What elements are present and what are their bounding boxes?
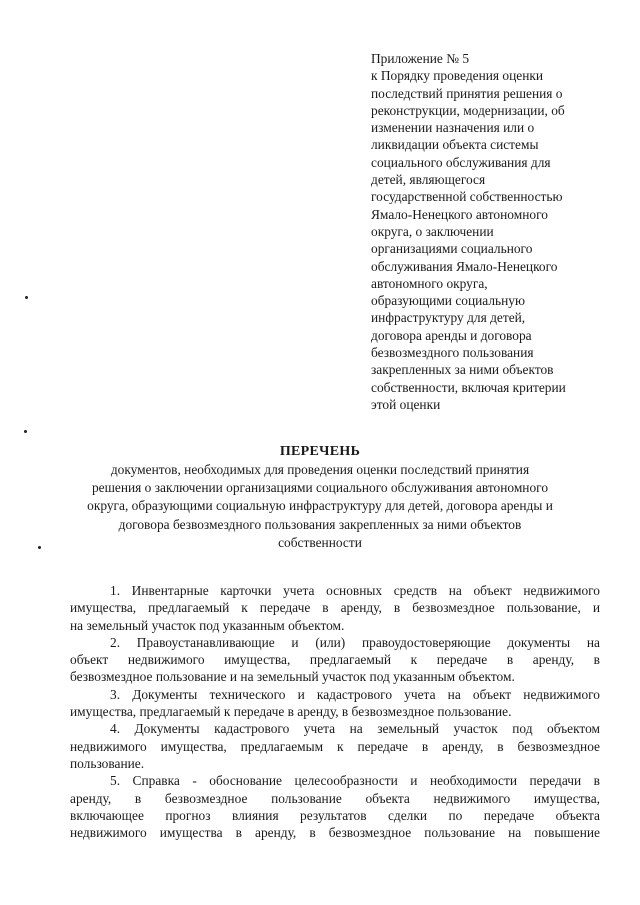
subtitle-line: округа, образующими социальную инфраструктуру для детей, договора аренды и xyxy=(87,498,553,514)
list-item-4 xyxy=(70,720,600,772)
appendix-line: организациями социального xyxy=(371,241,533,257)
appendix-line: безвозмездного пользования xyxy=(371,345,534,361)
item-line: безвозмездное пользование и на земельный участок под указанным объектом. xyxy=(70,669,515,685)
appendix-line: ликвидации объекта системы xyxy=(371,137,539,153)
appendix-line: Ямало-Ненецкого автономного xyxy=(371,206,548,222)
item-line: пользование. xyxy=(70,755,145,771)
scan-mark xyxy=(25,296,28,299)
appendix-line: реконструкции, модернизации, об xyxy=(371,102,565,118)
document-title: ПЕРЕЧЕНЬ xyxy=(279,444,361,459)
appendix-line: этой оценки xyxy=(371,396,441,412)
appendix-line: к Порядку проведения оценки xyxy=(371,68,544,84)
appendix-line: детей, являющегося xyxy=(371,172,486,188)
item-line: аренду, в безвозмездное пользование объекта недвижимого имущества, xyxy=(70,790,600,806)
item-line: включающее прогноз влияния результатов сделки по передаче объекта xyxy=(70,807,600,823)
item-line: 1. Инвентарные карточки учета основных средств на объект недвижимого xyxy=(110,583,600,598)
appendix-line: автономного округа, xyxy=(371,275,488,291)
subtitle-line: решения о заключении организациями социального обслуживания автономного xyxy=(91,480,549,496)
list-item-2 xyxy=(70,634,600,686)
appendix-line: собственности, включая критерии xyxy=(371,379,566,395)
appendix-line: изменении назначения или о xyxy=(371,120,535,136)
item-line: 2. Правоустанавливающие и (или) правоудостоверяющие документы на xyxy=(110,634,600,650)
item-line: недвижимого имущества в аренду, в безвозмездное пользование на повышение xyxy=(70,825,600,841)
appendix-header xyxy=(371,50,616,413)
appendix-line: инфраструктуру для детей, xyxy=(371,310,526,326)
appendix-line: округа, о заключении xyxy=(371,223,494,239)
list-item-1 xyxy=(70,582,600,634)
appendix-line: социального обслуживания для xyxy=(371,154,551,170)
appendix-line: Приложение № 5 xyxy=(371,51,470,66)
item-line: недвижимого имущества, предлагаемым к передаче в аренду, в безвозмездное xyxy=(70,738,600,754)
appendix-line: договора аренды и договора xyxy=(371,327,532,343)
appendix-line: государственной собственностью xyxy=(371,189,563,205)
item-line: на земельный участок под указанным объектом. xyxy=(70,617,345,633)
list-item-3 xyxy=(70,686,600,721)
document-list xyxy=(70,582,600,841)
item-line: 4. Документы кадастрового учета на земельный участок под объектом xyxy=(110,721,600,737)
item-line: объект недвижимого имущества, предлагаемый к передаче в аренду, в xyxy=(70,652,600,668)
item-line: имущества, предлагаемый к передаче в аренду, в безвозмездное пользование, и xyxy=(70,600,600,616)
subtitle-line: договора безвозмездного пользования закрепленных за ними объектов xyxy=(118,516,522,532)
appendix-line: обслуживания Ямало-Ненецкого xyxy=(371,258,558,274)
scan-mark xyxy=(24,430,27,433)
appendix-line: закрепленных за ними объектов xyxy=(371,362,554,378)
subtitle-line: собственности xyxy=(278,534,362,550)
appendix-line: образующими социальную xyxy=(371,293,526,309)
item-line: имущества, предлагаемый к передаче в аренду, в безвозмездное пользование. xyxy=(70,704,512,720)
appendix-line: последствий принятия решения о xyxy=(371,85,563,101)
subtitle-line: документов, необходимых для проведения оценки последствий принятия xyxy=(110,462,530,477)
item-line: 5. Справка - обоснование целесообразности и необходимости передачи в xyxy=(110,773,600,789)
document-subtitle xyxy=(0,461,640,552)
item-line: 3. Документы технического и кадастрового учета на объект недвижимого xyxy=(110,686,600,702)
list-item-5 xyxy=(70,772,600,841)
